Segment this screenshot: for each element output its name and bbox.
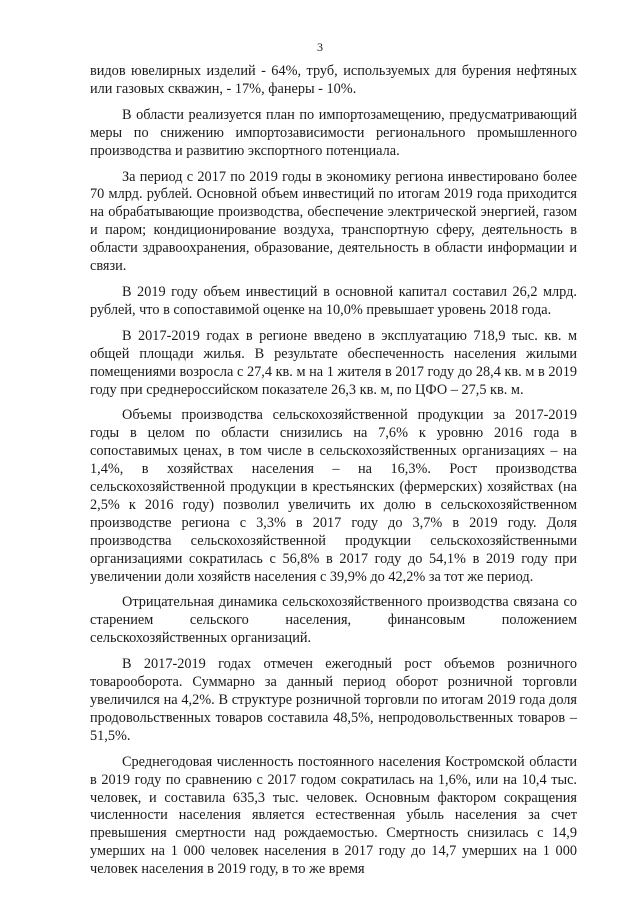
page-number: 3 [317, 40, 323, 54]
paragraph-import-substitution: В области реализуется план по импортозамещению, предусматривающий меры по снижению импортозависимости регионального промышленного производства и развитию экспортного потенциала. [90, 106, 577, 159]
paragraph-agriculture: Объемы производства сельскохозяйственной продукции за 2017-2019 годы в целом по области снизились на 7,6% к уровню 2016 года в сопоставимых ценах, в том числе в сельскохозяйственных организациях – на 1,4%, в хозяйствах населения – на 16,3%. Рост производства сельскохозяйственной продукции в крестьянских (фермерских) хозяйствах (на 2,5% к 2016 году) позволил увеличить их долю в сельскохозяйственном производстве региона с 3,3% в 2017 году до 3,7% в 2019 году. Доля производства сельскохозяйственной продукции сельскохозяйственными организациями сократилась с 56,8% в 2017 году до 54,1% в 2019 году при увеличении доли хозяйств населения с 39,9% до 42,2% за тот же период. [90, 407, 577, 585]
document-body [90, 63, 577, 887]
paragraph-investments-2019: В 2019 году объем инвестиций в основной капитал составил 26,2 млрд. рублей, что в сопоставимой оценке на 10,0% превышает уровень 2018 года. [90, 283, 577, 318]
paragraph-continuation: видов ювелирных изделий - 64%, труб, используемых для бурения нефтяных или газовых скважин, - 17%, фанеры - 10%. [90, 63, 577, 97]
paragraph-housing: В 2017-2019 годах в регионе введено в эксплуатацию 718,9 тыс. кв. м общей площади жилья. В результате обеспеченность населения жилыми помещениями возросла с 27,4 кв. м на 1 жителя в 2017 году до 28,4 кв. м в 2019 году при среднероссийском показателе 26,3 кв. м, по ЦФО – 27,5 кв. м. [90, 327, 577, 398]
paragraph-retail: В 2017-2019 годах отмечен ежегодный рост объемов розничного товарооборота. Суммарно за данный период оборот розничной торговли увеличился на 4,2%. В структуре розничной торговли по итогам 2019 года доля продовольственных товаров составила 48,5%, непродовольственных товаров – 51,5%. [90, 656, 577, 744]
paragraph-population: Среднегодовая численность постоянного населения Костромской области в 2019 году по сравнению с 2017 годом сократилась на 1,6%, или на 10,4 тыс. человек, и составила 635,3 тыс. человек. Основным фактором сокращения численности населения является естественная убыль населения за счет превышения смертности над рождаемостью. Смертность снизилась с 14,9 умерших на 1 000 человек населения в 2017 году до 14,7 умерших на 1 000 человек населения в 2019 году, в то же время [90, 753, 577, 878]
paragraph-agriculture-dynamics: Отрицательная динамика сельскохозяйственного производства связана со старением сельского населения, финансовым положением сельскохозяйственных организаций. [90, 594, 577, 647]
paragraph-investments-2017-2019: За период с 2017 по 2019 годы в экономику региона инвестировано более 70 млрд. рублей. Основной объем инвестиций по итогам 2019 года приходится на обрабатывающие производства, обеспечение электрической энергией, газом и паром; кондиционирование воздуха, транспортную сферу, деятельность в области здравоохранения, образование, деятельность в области информации и связи. [90, 168, 577, 275]
